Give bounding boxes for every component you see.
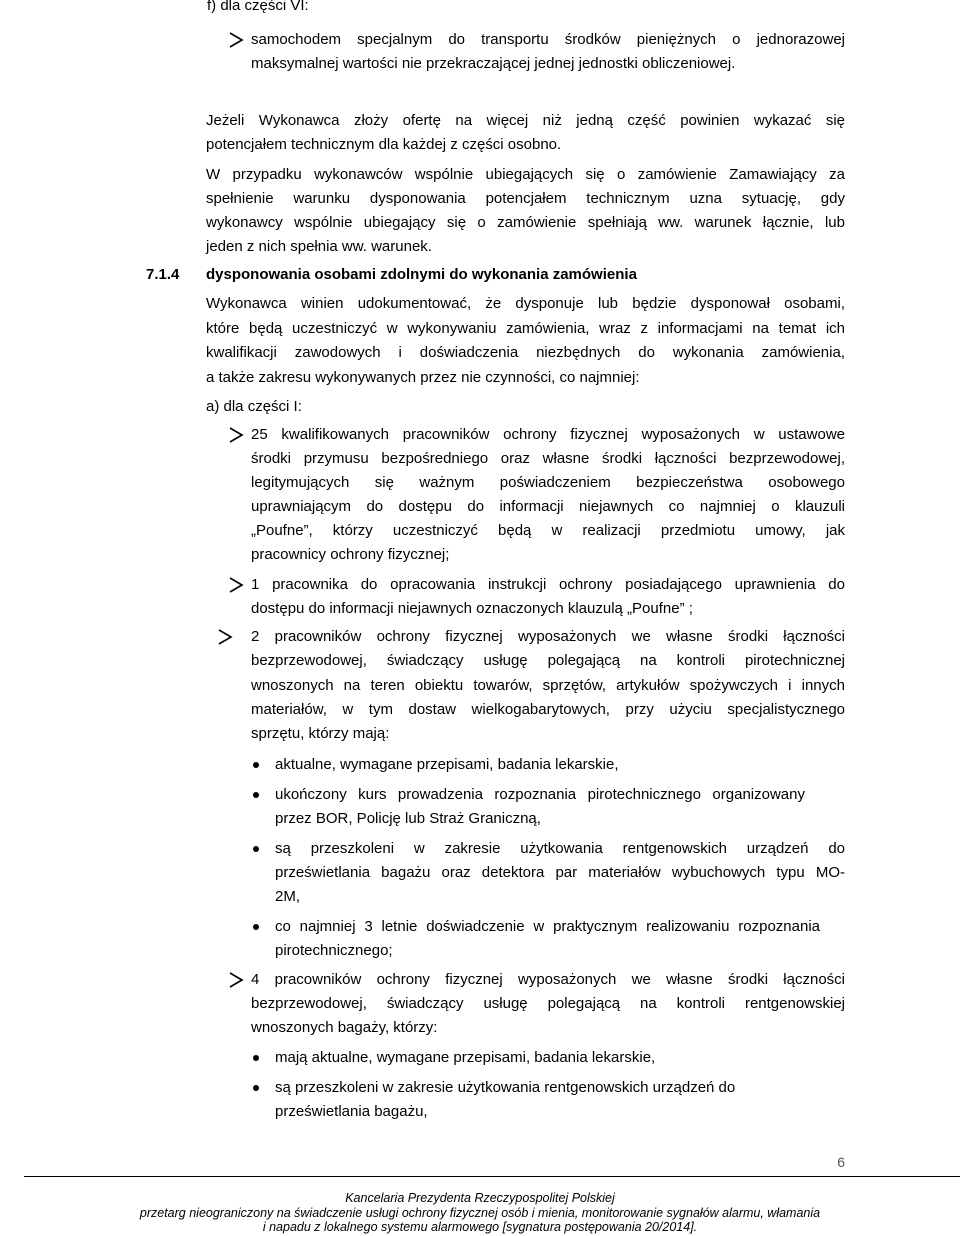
item3-line4: materiałów, w tym dostaw wielkogabarytowych, przy użyciu specjalistycznego <box>251 701 845 718</box>
para2-line4: jeden z nich spełnia ww. warunek. <box>206 238 432 255</box>
bullet-dot-icon <box>253 846 259 852</box>
item1-line4: uprawniającym do dostępu do informacji niejawnych co najmniej o klauzuli <box>251 498 845 515</box>
para3-line4: a także zakresu wykonywanych przez nie czynności, co najmniej: <box>206 369 640 386</box>
arrow-bullet-icon <box>228 31 248 49</box>
arrow-bullet-icon <box>217 628 237 646</box>
para2-line2: spełnienie warunku dysponowania potencjałem technicznym uzna sytuację, gdy <box>206 190 845 207</box>
arrow-bullet-icon <box>228 971 248 989</box>
item2-line1: 1 pracownika do opracowania instrukcji ochrony posiadającego uprawnienia do <box>251 576 845 593</box>
para2-line1: W przypadku wykonawców wspólnie ubiegających się o zamówienie Zamawiający za <box>206 166 845 183</box>
part-vi-item-line2: maksymalnej wartości nie przekraczającej jednej jednostki obliczeniowej. <box>251 55 736 72</box>
item1-line6: pracownicy ochrony fizycznej; <box>251 546 450 563</box>
item1-line1: 25 kwalifikowanych pracowników ochrony fizycznej wyposażonych w ustawowe <box>251 426 845 443</box>
item3-line1: 2 pracowników ochrony fizycznej wyposażonych we własne środki łączności <box>251 628 845 645</box>
footer-line2: przetarg nieograniczony na świadczenie usługi ochrony fizycznej osób i mienia, monitorowanie sygnałów alarmu, włamania <box>139 1206 821 1220</box>
item4-sub2-line2: prześwietlania bagażu, <box>275 1103 428 1120</box>
item4-line2: bezprzewodowej, świadczący usługę polegającą na kontroli rentgenowskiej <box>251 995 845 1012</box>
item2-line2: dostępu do informacji niejawnych oznaczonych klauzulą „Poufne” ; <box>251 600 693 617</box>
item3-sub4-line1: co najmniej 3 letnie doświadczenie w praktycznym realizowaniu rozpoznania <box>275 918 820 935</box>
item4-line3: wnoszonych bagaży, którzy: <box>251 1019 438 1036</box>
para1-line1: Jeżeli Wykonawca złoży ofertę na więcej niż jedną część powinien wykazać się <box>206 112 845 129</box>
page-number: 6 <box>837 1154 845 1170</box>
footer-line1: Kancelaria Prezydenta Rzeczypospolitej Polskiej <box>345 1191 615 1205</box>
arrow-bullet-icon <box>228 426 248 444</box>
item3-sub2-line2: przez BOR, Policję lub Straż Graniczną, <box>275 810 541 827</box>
para3-line3: kwalifikacji zawodowych i doświadczenia niezbędnych do wykonania zamówienia, <box>206 344 845 361</box>
part-vi-label: f) dla części VI: <box>207 0 309 14</box>
item3-sub3-line3: 2M, <box>275 888 301 905</box>
para1-line2: potencjałem technicznym dla każdej z części osobno. <box>206 136 562 153</box>
part-vi-item-line1: samochodem specjalnym do transportu środków pieniężnych o jednorazowej <box>251 31 845 48</box>
bullet-dot-icon <box>253 1055 259 1061</box>
item3-sub3-line2: prześwietlania bagażu oraz detektora par materiałów wybuchowych typu MO- <box>275 864 845 881</box>
bullet-dot-icon <box>253 924 259 930</box>
item4-sub2-line1: są przeszkoleni w zakresie użytkowania rentgenowskich urządzeń do <box>275 1079 736 1096</box>
item4-sub1: mają aktualne, wymagane przepisami, badania lekarskie, <box>275 1049 656 1066</box>
item3-line2: bezprzewodowej, świadczący usługę polegającą na kontroli pirotechnicznej <box>251 652 845 669</box>
section-title: dysponowania osobami zdolnymi do wykonania zamówienia <box>206 266 637 283</box>
item3-sub4-line2: pirotechnicznego; <box>275 942 393 959</box>
section-number: 7.1.4 <box>146 266 180 283</box>
item3-sub2-line1: ukończony kurs prowadzenia rozpoznania pirotechnicznego organizowany <box>275 786 805 803</box>
para3-line1: Wykonawca winien udokumentować, że dysponuje lub będzie dysponował osobami, <box>206 295 845 312</box>
footer-divider <box>24 1176 960 1177</box>
para3-line2: które będą uczestniczyć w wykonywaniu zamówienia, wraz z informacjami na temat ich <box>206 320 845 337</box>
item3-line5: sprzętu, którzy mają: <box>251 725 390 742</box>
item3-sub1: aktualne, wymagane przepisami, badania lekarskie, <box>275 756 619 773</box>
item4-line1: 4 pracowników ochrony fizycznej wyposażonych we własne środki łączności <box>251 971 845 988</box>
para2-line3: wykonawcy wspólnie ubiegający się o zamówienie spełniają ww. warunek łącznie, lub <box>206 214 845 231</box>
item3-sub3-line1: są przeszkoleni w zakresie użytkowania rentgenowskich urządzeń do <box>275 840 845 857</box>
part-i-label: a) dla części I: <box>206 398 302 415</box>
item1-line5: „Poufne”, którzy uczestniczyć będą w realizacji przedmiotu umowy, jak <box>251 522 845 539</box>
item3-line3: wnoszonych na teren obiektu towarów, sprzętów, artykułów spożywczych i innych <box>251 677 845 694</box>
arrow-bullet-icon <box>228 576 248 594</box>
footer-line3: i napadu z lokalnego systemu alarmowego [sygnatura postępowania 20/2014]. <box>262 1220 698 1234</box>
bullet-dot-icon <box>253 792 259 798</box>
item1-line3: legitymujących się ważnym poświadczeniem bezpieczeństwa osobowego <box>251 474 845 491</box>
bullet-dot-icon <box>253 762 259 768</box>
bullet-dot-icon <box>253 1085 259 1091</box>
item1-line2: środki przymusu bezpośredniego oraz własne środki łączności bezprzewodowej, <box>251 450 845 467</box>
